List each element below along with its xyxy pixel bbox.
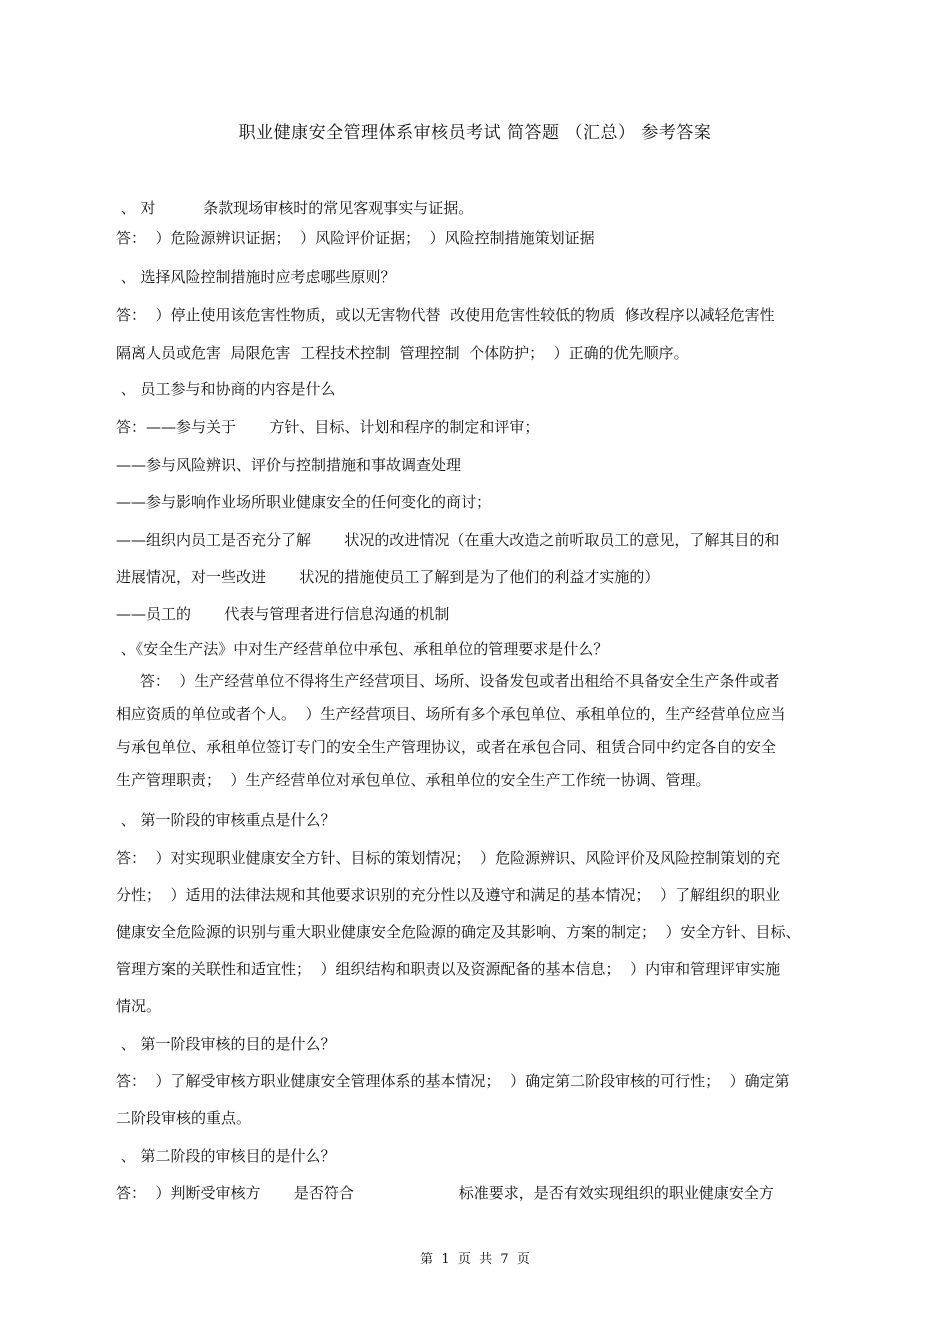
- text-line: 、 对 条款现场审核时的常见客观事实与证据。: [116, 199, 474, 217]
- text-line: 、 第二阶段的审核目的是什么？: [116, 1147, 336, 1165]
- text-line: 答： ）判断受审核方 是否符合 标准要求，是否有效实现组织的职业健康安全方: [116, 1184, 774, 1202]
- text-line: ——组织内员工是否充分了解 状况的改进情况（在重大改造之前听取员工的意见，了解其目的和: [116, 531, 780, 549]
- text-line: 、 第一阶段审核的目的是什么？: [116, 1035, 336, 1053]
- text-line: 情况。: [116, 997, 162, 1015]
- text-line: 健康安全危险源的识别与重大职业健康安全危险源的确定及其影响、方案的制定； ）安全方针、目标、: [116, 923, 801, 941]
- text-line: ——参与影响作业场所职业健康安全的任何变化的商讨；: [116, 493, 492, 511]
- text-line: 答： ）生产经营单位不得将生产经营项目、场所、设备发包或者出租给不具备安全生产条件或者: [116, 672, 780, 690]
- text-line: 答： ）对实现职业健康安全方针、目标的策划情况； ）危险源辨识、风险评价及风险控制策划的充: [116, 849, 781, 867]
- text-line: 、 员工参与和协商的内容是什么: [116, 380, 336, 398]
- text-line: 管理方案的关联性和适宜性； ）组织结构和职责以及资源配备的基本信息； ）内审和管理评审实施: [116, 960, 781, 978]
- text-line: 、《安全生产法》中对生产经营单位中承包、承租单位的管理要求是什么？: [116, 640, 609, 658]
- text-line: 隔离人员或危害 局限危害 工程技术控制 管理控制 个体防护； ）正确的优先顺序。: [116, 344, 689, 362]
- text-line: 、 选择风险控制措施时应考虑哪些原则？: [116, 268, 396, 286]
- text-line: 、 第一阶段的审核重点是什么？: [116, 811, 336, 829]
- text-line: 答： ）危险源辨识证据； ）风险评价证据； ）风险控制措施策划证据: [116, 229, 595, 247]
- text-line: ——员工的 代表与管理者进行信息沟通的机制: [116, 605, 450, 623]
- page-footer: 第 1 页 共 7 页: [420, 1252, 530, 1267]
- text-line: 进展情况，对一些改进 状况的措施使员工了解到是为了他们的利益才实施的）: [116, 568, 660, 586]
- text-line: 答： ）了解受审核方职业健康安全管理体系的基本情况； ）确定第二阶段审核的可行性； ）确定第: [116, 1072, 790, 1090]
- text-line: 二阶段审核的重点。: [116, 1109, 252, 1127]
- text-line: ——参与风险辨识、评价与控制措施和事故调查处理: [116, 456, 462, 474]
- text-line: 相应资质的单位或者个人。 ）生产经营项目、场所有多个承包单位、承租单位的，生产经营单位应当: [116, 705, 786, 723]
- document-title: 职业健康安全管理体系审核员考试 简答题 （汇总） 参考答案: [238, 123, 712, 143]
- text-line: 答：——参与关于 方针、目标、计划和程序的制定和评审；: [116, 418, 540, 436]
- text-line: 与承包单位、承租单位签订专门的安全生产管理协议，或者在承包合同、租赁合同中约定各自的安全: [116, 738, 777, 756]
- text-line: 生产管理职责； ）生产经营单位对承包单位、承租单位的安全生产工作统一协调、管理。: [116, 771, 711, 789]
- text-line: 答： ）停止使用该危害性物质，或以无害物代替 改使用危害性较低的物质 修改程序以减轻危害性: [116, 306, 775, 324]
- text-line: 分性； ）适用的法律法规和其他要求识别的充分性以及遵守和满足的基本情况； ）了解组织的职业: [116, 886, 781, 904]
